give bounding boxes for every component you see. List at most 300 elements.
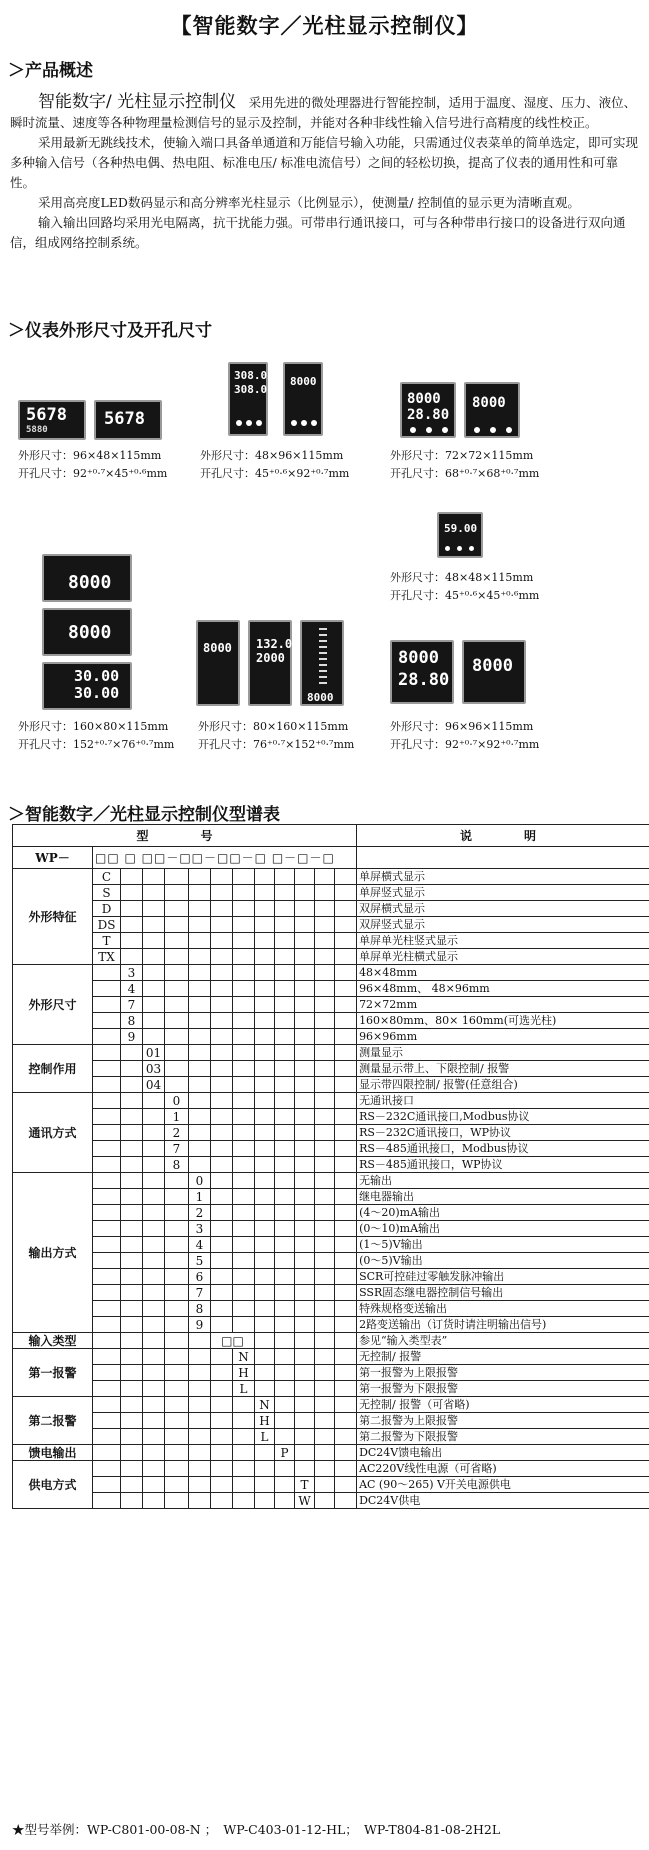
model-example: ★型号举例：WP-C801-00-08-N ； WP-C403-01-12-HL； WP-T804-81-08-2H2L	[12, 1822, 501, 1837]
empty-cell	[189, 1365, 211, 1381]
empty-cell	[255, 1157, 275, 1173]
empty-cell	[93, 1397, 121, 1413]
empty-cell	[255, 1221, 275, 1237]
empty-cell	[121, 1349, 143, 1365]
empty-cell	[295, 901, 315, 917]
table-row	[13, 1285, 649, 1301]
table-row	[13, 1093, 649, 1109]
empty-cell	[275, 1493, 295, 1509]
empty-cell	[315, 1077, 335, 1093]
empty-cell	[335, 885, 357, 901]
empty-cell	[211, 1349, 233, 1365]
empty-cell	[255, 949, 275, 965]
empty-cell	[335, 933, 357, 949]
empty-cell	[121, 1381, 143, 1397]
empty-cell	[143, 949, 165, 965]
table-row	[13, 1333, 649, 1349]
empty-cell	[93, 1301, 121, 1317]
empty-cell	[295, 1269, 315, 1285]
empty-cell	[255, 1445, 275, 1461]
empty-cell	[143, 1157, 165, 1173]
desc-cell: 测量显示带上、下限控制/ 报警	[357, 1061, 649, 1077]
table-row	[13, 1205, 649, 1221]
caption-hole-g3: 开孔尺寸：68⁺⁰·⁷×68⁺⁰·⁷mm	[390, 467, 540, 480]
meter-display: 8000	[307, 691, 334, 704]
empty-cell	[121, 1205, 143, 1221]
table-row	[13, 965, 649, 981]
meter-80x160-bargraph	[300, 620, 344, 706]
section-title-dimensions: ＞仪表外形尺寸及开孔尺寸	[8, 321, 212, 341]
table-row	[13, 1397, 649, 1413]
empty-cell	[233, 997, 255, 1013]
empty-cell	[143, 1477, 165, 1493]
empty-cell	[143, 1397, 165, 1413]
empty-cell	[295, 885, 315, 901]
empty-cell	[121, 1237, 143, 1253]
empty-cell	[255, 1109, 275, 1125]
empty-cell	[211, 917, 233, 933]
empty-cell	[275, 1477, 295, 1493]
empty-cell	[93, 1125, 121, 1141]
empty-cell	[255, 1317, 275, 1333]
desc-cell: (0～10)mA输出	[357, 1221, 649, 1237]
empty-cell	[143, 885, 165, 901]
empty-cell	[93, 1461, 121, 1477]
empty-cell	[211, 1477, 233, 1493]
meter-display-secondary: 308.0	[234, 383, 268, 396]
empty-cell	[315, 1189, 335, 1205]
empty-cell	[335, 981, 357, 997]
empty-cell	[189, 1461, 211, 1477]
desc-cell: 继电器输出	[357, 1189, 649, 1205]
code-cell: W	[295, 1493, 315, 1509]
desc-cell: 显示带四限控制/ 报警(任意组合)	[357, 1077, 649, 1093]
table-row	[13, 1253, 649, 1269]
desc-cell: 160×80mm、80× 160mm(可选光柱)	[357, 1013, 649, 1029]
empty-cell	[189, 1109, 211, 1125]
empty-cell	[211, 1237, 233, 1253]
empty-cell	[335, 1445, 357, 1461]
empty-cell	[143, 1461, 165, 1477]
empty-cell	[255, 1061, 275, 1077]
desc-cell: SSR固态继电器控制信号输出	[357, 1285, 649, 1301]
empty-cell	[143, 1189, 165, 1205]
empty-cell	[121, 949, 143, 965]
empty-cell	[121, 1189, 143, 1205]
empty-cell	[335, 1413, 357, 1429]
empty-cell	[93, 1381, 121, 1397]
empty-cell	[211, 1173, 233, 1189]
empty-cell	[211, 901, 233, 917]
meter-96x96-a	[390, 640, 454, 704]
meter-160x80-c	[42, 662, 132, 710]
empty-cell	[189, 997, 211, 1013]
desc-cell: 单屏单光柱竖式显示	[357, 933, 649, 949]
empty-cell	[335, 917, 357, 933]
empty-cell	[189, 885, 211, 901]
empty-cell	[315, 885, 335, 901]
empty-cell	[315, 1301, 335, 1317]
empty-cell	[143, 1205, 165, 1221]
meter-display: 5678	[26, 405, 67, 425]
desc-cell: RS－485通讯接口，Modbus协议	[357, 1141, 649, 1157]
empty-cell	[93, 1493, 121, 1509]
empty-cell	[233, 1109, 255, 1125]
empty-cell	[143, 1317, 165, 1333]
empty-cell	[121, 1365, 143, 1381]
empty-cell	[295, 1381, 315, 1397]
meter-display: 132.0	[256, 637, 293, 651]
section-title-spec: ＞智能数字／光柱显示控制仪型谱表	[8, 805, 280, 825]
button-icon	[442, 427, 448, 433]
table-row	[13, 1173, 649, 1189]
code-cell: 5	[189, 1253, 211, 1269]
empty-cell	[295, 1109, 315, 1125]
empty-cell	[255, 901, 275, 917]
empty-cell	[335, 1285, 357, 1301]
empty-cell	[335, 1109, 357, 1125]
code-cell: S	[93, 885, 121, 901]
empty-cell	[295, 1077, 315, 1093]
empty-cell	[189, 1477, 211, 1493]
table-row	[13, 1157, 649, 1173]
empty-cell	[335, 1477, 357, 1493]
empty-cell	[189, 1157, 211, 1173]
empty-cell	[295, 1173, 315, 1189]
empty-cell	[121, 1493, 143, 1509]
group-alarm1: 第一报警	[13, 1349, 93, 1397]
empty-cell	[275, 869, 295, 885]
caption-outer-g6: 外形尺寸：80×160×115mm	[198, 720, 349, 733]
code-cell: DS	[93, 917, 121, 933]
empty-cell	[295, 1365, 315, 1381]
empty-cell	[165, 1061, 189, 1077]
empty-cell	[295, 1317, 315, 1333]
empty-cell	[233, 1173, 255, 1189]
code-cell: N	[255, 1397, 275, 1413]
desc-cell: 单屏竖式显示	[357, 885, 649, 901]
empty-cell	[165, 1397, 189, 1413]
meter-display: 30.00	[74, 667, 120, 685]
empty-cell	[165, 981, 189, 997]
empty-cell	[121, 1413, 143, 1429]
empty-cell	[121, 1253, 143, 1269]
code-cell: 4	[121, 981, 143, 997]
meter-display: 8000	[68, 622, 112, 643]
empty-cell	[211, 1221, 233, 1237]
empty-cell	[93, 1285, 121, 1301]
empty-cell	[233, 965, 255, 981]
empty-cell	[335, 1029, 357, 1045]
table-row	[13, 885, 649, 901]
code-cell: TX	[93, 949, 121, 965]
empty-cell	[165, 901, 189, 917]
empty-cell	[121, 1461, 143, 1477]
button-icon	[445, 546, 450, 551]
desc-cell: 第一报警为下限报警	[357, 1381, 649, 1397]
empty-cell	[211, 1301, 233, 1317]
empty-cell	[165, 949, 189, 965]
empty-cell	[315, 1045, 335, 1061]
caption-outer-g3: 外形尺寸：72×72×115mm	[390, 449, 534, 462]
code-cell: 1	[165, 1109, 189, 1125]
code-cell: 3	[121, 965, 143, 981]
meter-display: 8000	[203, 641, 232, 655]
empty-cell	[143, 1365, 165, 1381]
empty-cell	[255, 1269, 275, 1285]
empty-cell	[255, 1253, 275, 1269]
empty-cell	[233, 1141, 255, 1157]
empty-cell	[143, 1173, 165, 1189]
group-shape: 外形特征	[13, 869, 93, 965]
button-icon	[246, 420, 252, 426]
empty-cell	[255, 1461, 275, 1477]
code-cell: H	[233, 1365, 255, 1381]
meter-display: 8000	[290, 375, 317, 388]
empty-cell	[255, 1333, 275, 1349]
empty-cell	[121, 1173, 143, 1189]
empty-cell	[143, 1093, 165, 1109]
empty-cell	[143, 1141, 165, 1157]
empty-cell	[275, 1285, 295, 1301]
empty-cell	[143, 1301, 165, 1317]
empty-cell	[255, 1477, 275, 1493]
empty-cell	[275, 981, 295, 997]
empty-cell	[295, 1413, 315, 1429]
empty-cell	[295, 933, 315, 949]
table-row	[13, 917, 649, 933]
empty-cell	[315, 1397, 335, 1413]
caption-hole-g1: 开孔尺寸：92⁺⁰·⁷×45⁺⁰·⁶mm	[18, 467, 168, 480]
empty-cell	[335, 1317, 357, 1333]
meter-80x160-a	[196, 620, 240, 706]
empty-cell	[211, 1397, 233, 1413]
empty-cell	[189, 949, 211, 965]
desc-cell: 双屏横式显示	[357, 901, 649, 917]
empty-cell	[121, 1157, 143, 1173]
desc-cell: 参见“输入类型表”	[357, 1333, 649, 1349]
empty-cell	[93, 1013, 121, 1029]
empty-cell	[295, 965, 315, 981]
empty-cell	[295, 1093, 315, 1109]
empty-cell	[121, 1333, 143, 1349]
empty-cell	[275, 949, 295, 965]
empty-cell	[335, 1045, 357, 1061]
empty-cell	[189, 901, 211, 917]
meter-display: 8000	[407, 391, 441, 407]
empty-cell	[275, 917, 295, 933]
code-cell: 9	[121, 1029, 143, 1045]
group-feed: 馈电输出	[13, 1445, 93, 1461]
empty-cell	[165, 933, 189, 949]
empty-cell	[233, 933, 255, 949]
header-desc: 说 明	[357, 825, 649, 847]
header-model: 型 号	[13, 825, 357, 847]
empty-cell	[295, 997, 315, 1013]
group-input: 输入类型	[13, 1333, 93, 1349]
empty-cell	[189, 1349, 211, 1365]
empty-cell	[275, 1077, 295, 1093]
empty-cell	[335, 1061, 357, 1077]
empty-cell	[143, 965, 165, 981]
empty-cell	[335, 997, 357, 1013]
code-cell: 01	[143, 1045, 165, 1061]
empty-cell	[233, 1061, 255, 1077]
empty-cell	[121, 1125, 143, 1141]
empty-cell	[275, 997, 295, 1013]
empty-cell	[233, 1205, 255, 1221]
empty-cell	[121, 1109, 143, 1125]
table-row	[13, 1061, 649, 1077]
empty-cell	[189, 1429, 211, 1445]
empty-cell	[335, 1381, 357, 1397]
empty-cell	[335, 1253, 357, 1269]
code-cell: 4	[189, 1237, 211, 1253]
empty-cell	[165, 965, 189, 981]
empty-cell	[165, 1029, 189, 1045]
code-cell: 8	[121, 1013, 143, 1029]
empty-cell	[165, 1221, 189, 1237]
meter-160x80-b	[42, 608, 132, 656]
empty-cell	[295, 1141, 315, 1157]
spec-table	[12, 824, 649, 1509]
empty-cell	[211, 997, 233, 1013]
empty-cell	[211, 1045, 233, 1061]
empty-cell	[189, 1397, 211, 1413]
empty-cell	[93, 1205, 121, 1221]
meter-72x72-a	[400, 382, 456, 438]
empty-cell	[275, 1109, 295, 1125]
empty-cell	[315, 1349, 335, 1365]
empty-cell	[165, 1285, 189, 1301]
table-row	[13, 1477, 649, 1493]
empty-cell	[275, 1253, 295, 1269]
empty-cell	[165, 1413, 189, 1429]
table-row	[13, 1429, 649, 1445]
empty-cell	[93, 1413, 121, 1429]
meter-96x48-b	[94, 400, 162, 440]
table-row	[13, 1141, 649, 1157]
empty-cell	[315, 1029, 335, 1045]
empty-cell	[165, 869, 189, 885]
empty-cell	[335, 869, 357, 885]
button-icon	[256, 420, 262, 426]
empty-cell	[275, 1269, 295, 1285]
caption-hole-g7: 开孔尺寸：92⁺⁰·⁷×92⁺⁰·⁷mm	[390, 738, 540, 751]
empty-cell	[335, 1349, 357, 1365]
table-row	[13, 1365, 649, 1381]
empty-cell	[275, 1317, 295, 1333]
empty-cell	[275, 1093, 295, 1109]
empty-cell	[233, 1221, 255, 1237]
empty-cell	[275, 1365, 295, 1381]
empty-cell	[121, 1061, 143, 1077]
empty-cell	[143, 1445, 165, 1461]
desc-cell: 无控制/ 报警	[357, 1349, 649, 1365]
empty-cell	[189, 965, 211, 981]
empty-cell	[233, 1125, 255, 1141]
empty-cell	[255, 1045, 275, 1061]
empty-cell	[189, 1093, 211, 1109]
empty-cell	[335, 1365, 357, 1381]
empty-cell	[93, 997, 121, 1013]
empty-cell	[93, 1333, 121, 1349]
empty-cell	[143, 997, 165, 1013]
code-cell: 7	[165, 1141, 189, 1157]
empty-cell	[335, 1205, 357, 1221]
model-prefix: WP－	[13, 847, 93, 869]
table-row	[13, 1189, 649, 1205]
empty-cell	[275, 1173, 295, 1189]
empty-cell	[315, 1253, 335, 1269]
empty-cell	[165, 1381, 189, 1397]
empty-cell	[211, 1285, 233, 1301]
empty-cell	[211, 1269, 233, 1285]
empty-cell	[93, 1157, 121, 1173]
code-cell: T	[93, 933, 121, 949]
empty-cell	[295, 1429, 315, 1445]
empty-cell	[121, 1397, 143, 1413]
table-row	[13, 1461, 649, 1477]
meter-display: 5678	[104, 409, 145, 429]
empty-cell	[255, 1093, 275, 1109]
empty-cell	[315, 1157, 335, 1173]
empty-cell	[189, 1029, 211, 1045]
code-cell: P	[275, 1445, 295, 1461]
empty-cell	[143, 1285, 165, 1301]
empty-cell	[121, 1077, 143, 1093]
button-icon	[474, 427, 480, 433]
empty-cell	[211, 1365, 233, 1381]
empty-cell	[275, 1461, 295, 1477]
empty-cell	[315, 965, 335, 981]
empty-cell	[233, 917, 255, 933]
code-cell: T	[295, 1477, 315, 1493]
table-row	[13, 933, 649, 949]
empty-cell	[165, 1493, 189, 1509]
empty-cell	[93, 1253, 121, 1269]
empty-cell	[233, 1077, 255, 1093]
empty-cell	[233, 949, 255, 965]
empty-cell	[165, 1077, 189, 1093]
table-row	[13, 1045, 649, 1061]
button-icon	[291, 420, 297, 426]
empty-cell	[121, 1141, 143, 1157]
empty-cell	[233, 1253, 255, 1269]
group-alarm2: 第二报警	[13, 1397, 93, 1445]
empty-cell	[233, 901, 255, 917]
empty-cell	[255, 1077, 275, 1093]
empty-cell	[275, 1205, 295, 1221]
empty-cell	[315, 1221, 335, 1237]
empty-cell	[121, 901, 143, 917]
empty-cell	[189, 933, 211, 949]
empty-cell	[189, 1381, 211, 1397]
empty-cell	[211, 869, 233, 885]
empty-cell	[233, 1477, 255, 1493]
empty-cell	[211, 1445, 233, 1461]
empty-cell	[295, 949, 315, 965]
empty-cell	[275, 1125, 295, 1141]
group-power: 供电方式	[13, 1461, 93, 1509]
code-cell: 2	[165, 1125, 189, 1141]
model-code-boxes: □□ □ □□－□□－□□－□ □－□－□	[93, 847, 357, 869]
meter-display-secondary: 5880	[26, 425, 48, 435]
empty-cell	[255, 1285, 275, 1301]
empty-cell	[165, 1317, 189, 1333]
empty-cell	[315, 869, 335, 885]
empty-cell	[233, 1301, 255, 1317]
